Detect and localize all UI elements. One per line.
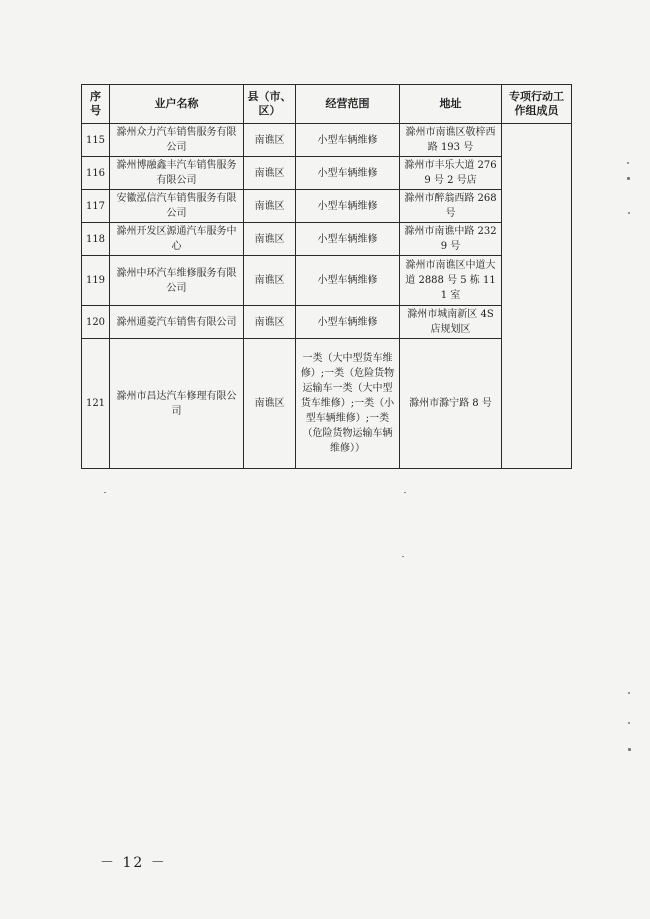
row-name: 滁州中环汽车维修服务有限公司 [110, 256, 244, 306]
row-address: 滁州市南谯中路 2329 号 [400, 223, 502, 256]
header-name: 业户名称 [110, 85, 244, 124]
row-no: 118 [82, 223, 110, 256]
header-address: 地址 [400, 85, 502, 124]
row-scope: 小型车辆维修 [296, 256, 400, 306]
scan-speck [627, 177, 630, 180]
scan-speck [104, 492, 106, 493]
header-member: 专项行动工作组成员 [502, 85, 572, 124]
scan-speck [628, 692, 630, 694]
table-row [82, 306, 572, 339]
table-row [82, 157, 572, 190]
table-row [82, 339, 572, 469]
row-county: 南谯区 [244, 339, 296, 469]
table-row [82, 223, 572, 256]
row-county: 南谯区 [244, 306, 296, 339]
row-name: 滁州市昌达汽车修理有限公司 [110, 339, 244, 469]
header-county: 县（市、区） [244, 85, 296, 124]
row-scope: 一类（大中型货车维修）;一类（危险货物运输车一类（大中型货车维修）;一类（小型车辆维修）;一类（危险货物运输车辆维修）） [296, 339, 400, 469]
row-scope: 小型车辆维修 [296, 306, 400, 339]
header-row [82, 85, 572, 124]
row-name: 滁州通菱汽车销售有限公司 [110, 306, 244, 339]
row-address: 滁州市醉翁西路 268 号 [400, 190, 502, 223]
row-county: 南谯区 [244, 190, 296, 223]
header-no: 序号 [82, 85, 110, 124]
scan-speck [628, 748, 631, 751]
row-no: 115 [82, 124, 110, 157]
scan-speck [628, 212, 630, 214]
row-scope: 小型车辆维修 [296, 190, 400, 223]
business-register-table [81, 84, 572, 469]
row-no: 120 [82, 306, 110, 339]
row-scope: 小型车辆维修 [296, 223, 400, 256]
row-address: 滁州市城南新区 4S 店规划区 [400, 306, 502, 339]
row-no: 121 [82, 339, 110, 469]
header-scope: 经营范围 [296, 85, 400, 124]
row-no: 119 [82, 256, 110, 306]
row-county: 南谯区 [244, 223, 296, 256]
row-address: 滁州市滁宁路 8 号 [400, 339, 502, 469]
row-address: 滁州市南谯区敬梓西路 193 号 [400, 124, 502, 157]
row-county: 南谯区 [244, 256, 296, 306]
table-row [82, 124, 572, 157]
scan-speck [627, 162, 629, 164]
member-cell [502, 124, 572, 469]
row-address: 滁州市丰乐大道 2769 号 2 号店 [400, 157, 502, 190]
row-no: 116 [82, 157, 110, 190]
row-name: 滁州博融鑫丰汽车销售服务有限公司 [110, 157, 244, 190]
row-county: 南谯区 [244, 157, 296, 190]
row-scope: 小型车辆维修 [296, 157, 400, 190]
page-number: － 12 － [100, 855, 167, 871]
table-row [82, 190, 572, 223]
row-county: 南谯区 [244, 124, 296, 157]
row-name: 滁州众力汽车销售服务有限公司 [110, 124, 244, 157]
table-row [82, 256, 572, 306]
row-scope: 小型车辆维修 [296, 124, 400, 157]
scan-speck [628, 722, 630, 724]
row-name: 安徽泓信汽车销售服务有限公司 [110, 190, 244, 223]
row-name: 滁州开发区源通汽车服务中心 [110, 223, 244, 256]
row-no: 117 [82, 190, 110, 223]
row-address: 滁州市南谯区中道大道 2888 号 5 栋 111 室 [400, 256, 502, 306]
scan-speck [402, 556, 404, 557]
scan-speck [404, 492, 406, 493]
